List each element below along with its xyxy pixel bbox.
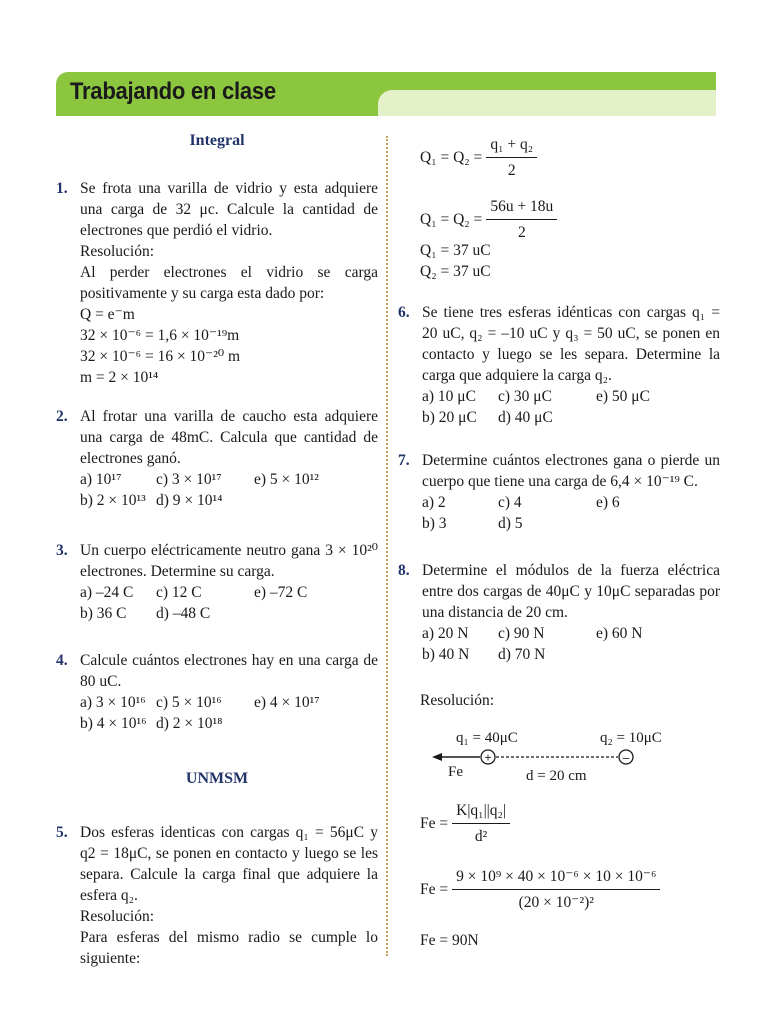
final-result: Fe = 90N (420, 932, 479, 949)
question-number: 5. (56, 824, 68, 841)
option-d: d) 5 (498, 515, 523, 532)
column-divider (386, 136, 388, 956)
charge-q2-label: q₂ = 10μC (600, 730, 662, 746)
question-number: 4. (56, 652, 68, 669)
question-text: Dos esferas identicas con cargas q₁ = 56μC y q2 = 18μC, se ponen en contacto y luego se les separa. Calcule la carga final que adquiere la esfera q₂. (80, 824, 378, 904)
formula-coulomb: Fe = $\frac{\text{K|q₁||q₂|}}{\text{d²}}$ (420, 800, 742, 847)
option-e: e) 50 μC (596, 388, 650, 405)
question-3 (56, 540, 378, 624)
question-text: Al frotar una varilla de caucho esta adquiere una carga de 48mC. Calcula que cantidad de electrones ganó. (80, 408, 378, 467)
option-c: c) 12 C (156, 584, 202, 601)
fraction: $\frac{\text{q₁ + q₂}}{2}$ (486, 134, 537, 181)
result-q2: Q₂ = 37 uC (420, 263, 491, 280)
fraction: $\frac{\text{9 × 10⁹ × 40 × 10⁻⁶ × 10 × 10⁻⁶}}{\text{(20 × 10⁻²)²}}$ (452, 866, 660, 913)
option-a: a) 3 × 10¹⁶ (80, 694, 146, 711)
charge-diagram (430, 720, 690, 790)
option-b: b) 20 μC (422, 409, 477, 426)
option-e: e) 60 N (596, 625, 643, 642)
question-number: 3. (56, 542, 68, 559)
header-title: Trabajando en clase (70, 78, 276, 105)
option-a: a) 10¹⁷ (80, 471, 122, 488)
question-text: Se tiene tres esferas idénticas con cargas q₁ = 20 uC, q₂ = –10 uC y q₃ = 50 uC, se ponen en contacto y luego se les separa. Determine la carga que adquiere la carga q₂. (422, 304, 720, 384)
header-light-band (378, 90, 716, 116)
question-number: 6. (398, 304, 410, 321)
answer-options (80, 692, 378, 734)
option-b: b) 3 (422, 515, 447, 532)
question-8 (398, 560, 720, 665)
question-text: Calcule cuántos electrones hay en una carga de 80 uC. (80, 652, 378, 690)
equation-line: Q = e⁻m (80, 306, 135, 323)
option-d: d) –48 C (156, 605, 211, 622)
result-q1: Q₁ = 37 uC (420, 242, 491, 259)
option-c: c) 30 μC (498, 388, 552, 405)
result-lines (420, 240, 742, 282)
option-b: b) 40 N (422, 646, 470, 663)
option-d: d) 40 μC (498, 409, 553, 426)
fraction: $\frac{56u + 18u}{2}$ (486, 196, 557, 243)
question-5 (56, 822, 378, 969)
equation-line: m = 2 × 10¹⁴ (80, 369, 159, 386)
section-title-unmsm: UNMSM (185, 770, 249, 787)
question-6 (398, 302, 720, 428)
option-e: e) –72 C (254, 584, 308, 601)
resolution-label: Resolución: (420, 692, 495, 709)
section-header (56, 72, 716, 116)
answer-options (80, 582, 378, 624)
equation-line: 32 × 10⁻⁶ = 16 × 10⁻²⁰ m (80, 348, 241, 365)
resolution-text: Al perder electrones el vidrio se carga positivamente y su carga esta dado por: (80, 264, 378, 302)
option-c: c) 5 × 10¹⁶ (156, 694, 222, 711)
formula-2: Q₁ = Q₂ = $\frac{56u + 18u}{2}$ (420, 196, 742, 243)
answer-options (80, 469, 378, 511)
option-e: e) 6 (596, 494, 620, 511)
option-e: e) 4 × 10¹⁷ (254, 694, 320, 711)
option-d: d) 2 × 10¹⁸ (156, 715, 223, 732)
option-e: e) 5 × 10¹² (254, 471, 319, 488)
resolution-label: Resolución: (80, 243, 155, 260)
option-c: c) 90 N (498, 625, 545, 642)
question-text: Determine cuántos electrones gana o pierde un cuerpo que tiene una carga de 6,4 × 10⁻¹⁹ C. (422, 452, 720, 490)
option-a: a) 2 (422, 494, 446, 511)
option-b: b) 2 × 10¹³ (80, 492, 146, 509)
fraction: $\frac{\text{K|q₁||q₂|}}{\text{d²}}$ (452, 800, 510, 847)
answer-options (422, 386, 720, 428)
question-number: 7. (398, 452, 410, 469)
question-7 (398, 450, 720, 534)
resolution-label: Resolución: (80, 908, 155, 925)
question-1 (56, 178, 378, 388)
option-a: a) 10 μC (422, 388, 476, 405)
option-c: c) 4 (498, 494, 522, 511)
equation-line: 32 × 10⁻⁶ = 1,6 × 10⁻¹⁹m (80, 327, 240, 344)
option-b: b) 4 × 10¹⁶ (80, 715, 147, 732)
force-arrow-head (432, 753, 442, 761)
distance-label: d = 20 cm (526, 768, 587, 784)
question-number: 8. (398, 562, 410, 579)
option-d: d) 70 N (498, 646, 546, 663)
option-b: b) 36 C (80, 605, 127, 622)
section-title-integral: Integral (189, 132, 245, 149)
question-text: Un cuerpo eléctricamente neutro gana 3 × 10²⁰ electrones. Determine su carga. (80, 542, 378, 580)
formula-1: Q₁ = Q₂ = $\frac{\text{q₁ + q₂}}{2}$ (420, 134, 742, 181)
question-text: Determine el módulos de la fuerza eléctrica entre dos cargas de 40μC y 10μC separadas por una distancia de 20 cm. (422, 562, 720, 621)
plus-sign: + (484, 750, 492, 765)
formula-substitution: Fe = $\frac{\text{9 × 10⁹ × 40 × 10⁻⁶ × 10 × 10⁻⁶}}{\text{(20 × 10⁻²)²}}$ (420, 866, 720, 913)
question-text: Se frota una varilla de vidrio y esta adquiere una carga de 32 μc. Calcule la cantidad de electrones que perdió el vidrio. (80, 180, 378, 239)
answer-options (422, 623, 720, 665)
charge-q1-label: q₁ = 40μC (456, 730, 518, 746)
question-number: 1. (56, 180, 68, 197)
question-4 (56, 650, 378, 734)
answer-options (422, 492, 720, 534)
minus-sign: – (622, 750, 630, 765)
option-a: a) 20 N (422, 625, 469, 642)
resolution-text: Para esferas del mismo radio se cumple lo siguiente: (80, 929, 378, 967)
question-number: 2. (56, 408, 68, 425)
option-c: c) 3 × 10¹⁷ (156, 471, 222, 488)
option-a: a) –24 C (80, 584, 134, 601)
force-label: Fe (448, 764, 463, 780)
option-d: d) 9 × 10¹⁴ (156, 492, 223, 509)
question-2 (56, 406, 378, 511)
